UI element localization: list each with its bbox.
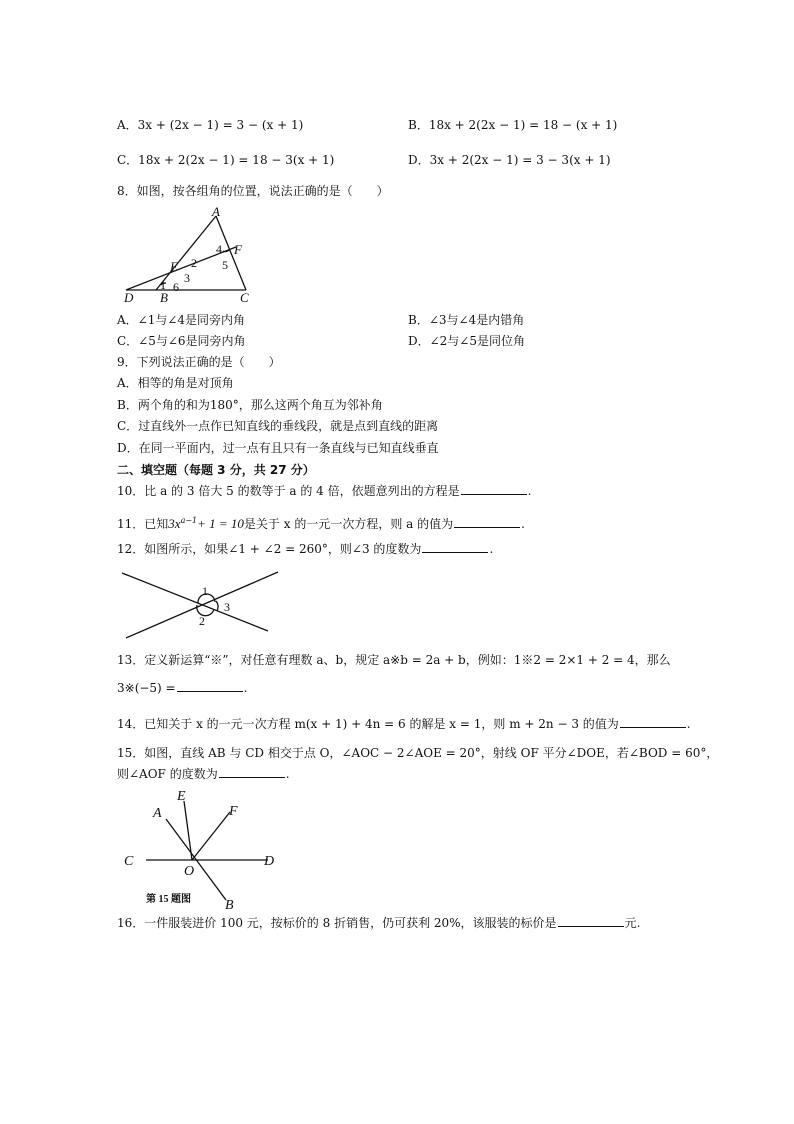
q15-answer-blank[interactable] <box>219 765 285 778</box>
q14-answer-blank[interactable] <box>620 715 686 728</box>
q8-label-a: A <box>212 204 220 219</box>
q13-end: . <box>243 681 248 695</box>
q12-end: . <box>489 542 494 556</box>
q11-end: . <box>521 517 525 531</box>
q9-option-d: D．在同一平面内，过一点有且只有一条直线与已知直线垂直 <box>117 441 439 455</box>
q8-label-b: B <box>160 290 168 303</box>
q8-angle-1: 1 <box>160 278 166 292</box>
q9-option-c: C．过直线外一点作已知直线的垂线段，就是点到直线的距离 <box>117 419 439 433</box>
q7-option-d: D．3x + 2(2x − 1) = 3 − 3(x + 1) <box>408 153 611 167</box>
q13-expr: 3※(−5) = <box>117 681 176 695</box>
q13-line1: 13．定义新运算“※”，对任意有理数 a、b，规定 a※b = 2a + b，例如：1※2 = 2×1 + 2 = 4，那么 <box>117 653 671 667</box>
q12-angle-2: 2 <box>199 614 205 628</box>
q15-label-c: C <box>124 854 134 869</box>
q8-option-a: A．∠1与∠4是同旁内角 <box>117 313 246 327</box>
q8-label-e: E <box>170 259 178 274</box>
q11-answer-blank[interactable] <box>454 515 520 528</box>
q8-label-d: D <box>124 290 134 303</box>
q8-angle-3: 3 <box>184 271 190 285</box>
q13-answer-blank[interactable] <box>177 679 243 692</box>
q15-label-b: B <box>225 898 234 911</box>
q11-expr: 3x <box>168 516 181 531</box>
q15-line1: 15．如图，直线 AB 与 CD 相交于点 O，∠AOC − 2∠AOE = 20°，射线 OF 平分∠DOE，若∠BOD = 60°， <box>117 746 719 760</box>
q13-line2 <box>117 679 247 697</box>
q10-end: . <box>527 484 532 498</box>
q14 <box>117 715 691 733</box>
q9-option-b: B．两个角的和为180°，那么这两个角互为邻补角 <box>117 398 383 412</box>
q8-stem: 8．如图，按各组角的位置，说法正确的是（ ） <box>117 184 389 198</box>
q8-option-c: C．∠5与∠6是同旁内角 <box>117 334 246 348</box>
q12-answer-blank[interactable] <box>422 540 488 553</box>
q8-label-c: C <box>240 290 249 303</box>
q11 <box>117 512 525 533</box>
q12 <box>117 540 493 558</box>
q10 <box>117 482 531 500</box>
q12-intersecting-lines-figure <box>118 565 288 645</box>
q15-rays-figure <box>118 786 288 911</box>
q10-text: 10．比 a 的 3 倍大 5 的数等于 a 的 4 倍，依题意列出的方程是 <box>117 484 460 498</box>
q16 <box>117 914 640 932</box>
q15-figure-caption: 第 15 题图 <box>146 894 191 905</box>
q15-text: 则∠AOF 的度数为 <box>117 767 218 781</box>
q8-angle-4: 4 <box>216 242 222 256</box>
q15-line2 <box>117 765 290 783</box>
q15-label-d: D <box>264 854 275 869</box>
q12-angle-3: 3 <box>224 600 230 614</box>
q16-text: 16．一件服装进价 100 元，按标价的 8 折销售，仍可获利 20%，该服装的标价是 <box>117 916 557 930</box>
q9-stem: 9．下列说法正确的是（ ） <box>117 355 281 369</box>
q8-label-f: F <box>234 242 242 257</box>
q16-end: 元. <box>624 916 641 930</box>
q11-pre: 11．已知 <box>117 517 169 531</box>
q8-option-d: D．∠2与∠5是同位角 <box>408 334 526 348</box>
q12-angle-1: 1 <box>202 584 208 598</box>
q8-angle-5: 5 <box>222 258 228 272</box>
q7-option-c: C．18x + 2(2x − 1) = 18 − 3(x + 1) <box>117 153 335 167</box>
q8-angle-6: 6 <box>173 280 179 294</box>
q10-answer-blank[interactable] <box>461 482 527 495</box>
q9-option-a: A．相等的角是对顶角 <box>117 376 234 390</box>
q15-label-e: E <box>177 789 186 804</box>
q8-triangle-figure <box>118 203 268 303</box>
q14-text: 14．已知关于 x 的一元一次方程 m(x + 1) + 4n = 6 的解是 x = 1，则 m + 2n − 3 的值为 <box>117 717 619 731</box>
section-title-fill-blank: 二、填空题（每题 3 分，共 27 分） <box>117 463 315 477</box>
q15-label-f: F <box>229 804 238 819</box>
q11-exponent: a−1 <box>180 516 198 525</box>
q7-option-a: A．3x + (2x − 1) = 3 − (x + 1) <box>117 118 304 132</box>
q12-text: 12．如图所示，如果∠1 + ∠2 = 260°，则∠3 的度数为 <box>117 542 422 556</box>
q15-end: . <box>285 767 290 781</box>
q15-label-o: O <box>184 864 195 879</box>
q16-answer-blank[interactable] <box>558 914 624 927</box>
q11-post: 是关于 x 的一元一次方程，则 a 的值为 <box>243 517 454 531</box>
q15-label-a: A <box>153 806 162 821</box>
q14-end: . <box>686 717 691 731</box>
q8-option-b: B．∠3与∠4是内错角 <box>408 313 525 327</box>
q11-expr-rest: + 1 = 10 <box>197 516 244 531</box>
q7-option-b: B．18x + 2(2x − 1) = 18 − (x + 1) <box>408 118 618 132</box>
q8-angle-2: 2 <box>191 256 197 270</box>
